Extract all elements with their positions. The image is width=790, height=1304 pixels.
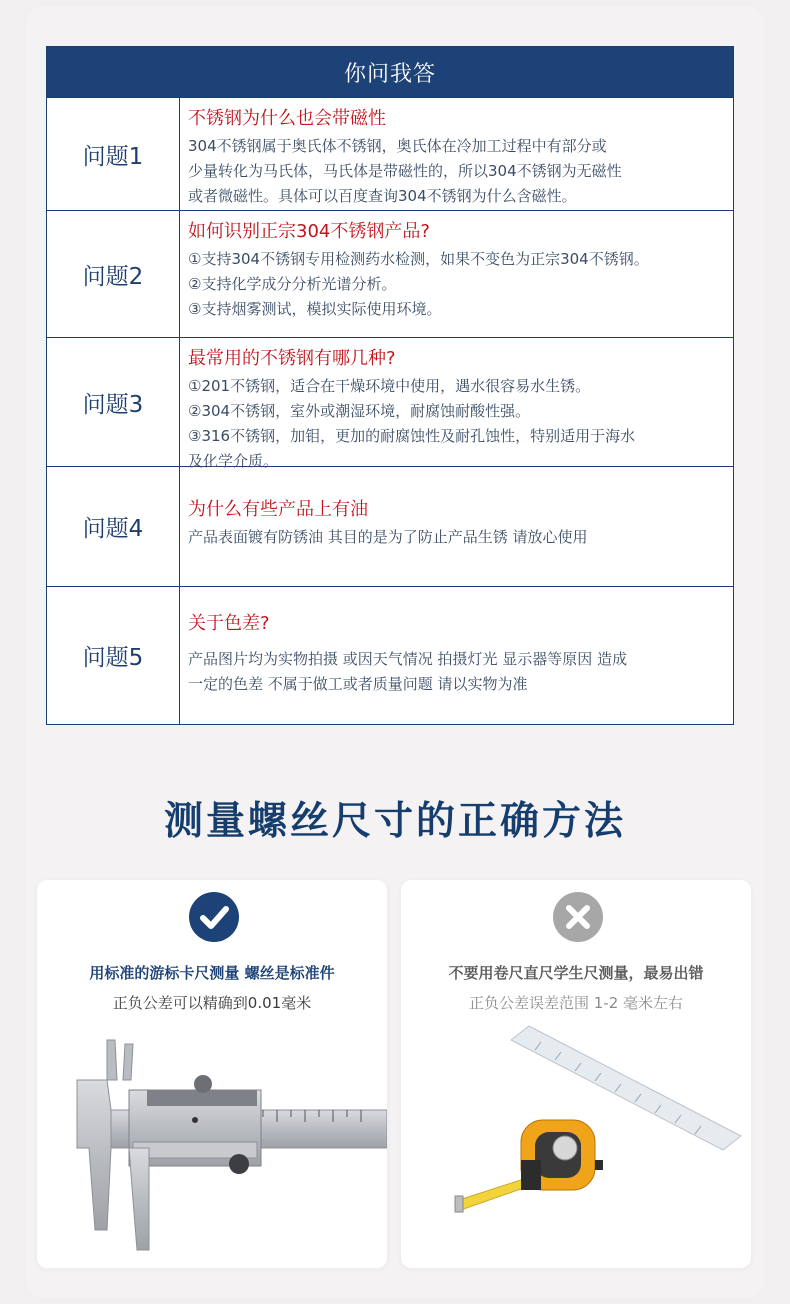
faq-row-3: [47, 337, 733, 470]
question-label: 问题3: [47, 338, 180, 466]
tape-measure-ruler-image: [401, 1020, 751, 1268]
question-label: 问题2: [47, 211, 180, 337]
question-label: 问题4: [47, 467, 180, 586]
answer-line: 一定的色差 不属于做工或者质量问题 请以实物为准: [188, 675, 528, 693]
answer-line: 少量转化为马氏体，马氏体是带磁性的，所以304不锈钢为无磁性: [188, 162, 622, 180]
wrong-method-subtitle: 正负公差误差范围 1-2 毫米左右: [468, 994, 684, 1012]
answer-line: 或者微磁性。具体可以百度查询304不锈钢为什么含磁性。: [188, 187, 577, 205]
faq-row-4: [47, 466, 733, 586]
answer-cell: [180, 587, 733, 724]
answer-line: 304不锈钢属于奥氏体不锈钢，奥氏体在冷加工过程中有部分或: [188, 137, 607, 155]
faq-row-2: [47, 210, 733, 337]
question-title: 如何识别正宗304不锈钢产品?: [188, 221, 430, 242]
answer-cell: [180, 338, 733, 470]
question-title: 为什么有些产品上有油: [188, 499, 368, 520]
question-title: 不锈钢为什么也会带磁性: [188, 108, 386, 129]
answer-line: ①201不锈钢，适合在干燥环境中使用，遇水很容易水生锈。: [188, 377, 591, 395]
measure-heading: 测量螺丝尺寸的正确方法: [163, 799, 626, 844]
faq-header: 你问我答: [47, 47, 733, 97]
correct-method-title: 用标准的游标卡尺测量 螺丝是标准件: [89, 964, 335, 982]
answer-line: ②304不锈钢，室外或潮湿环境，耐腐蚀耐酸性强。: [188, 402, 531, 420]
answer-cell: [180, 98, 733, 210]
answer-line: ①支持304不锈钢专用检测药水检测，如果不变色为正宗304不锈钢。: [188, 250, 649, 268]
answer-line: 及化学介质。: [188, 452, 279, 470]
faq-row-5: [47, 586, 733, 724]
answer-line: ②支持化学成分分析光谱分析。: [188, 275, 397, 293]
correct-method-subtitle: 正负公差可以精确到0.01毫米: [112, 994, 312, 1012]
wrong-method-card: [401, 880, 751, 1268]
answer-line: 产品图片均为实物拍摄 或因天气情况 拍摄灯光 显示器等原因 造成: [188, 650, 628, 668]
vernier-caliper-image: [37, 1020, 387, 1268]
question-label: 问题5: [47, 587, 180, 724]
answer-cell: [180, 211, 733, 337]
answer-cell: [180, 467, 733, 586]
answer-line: ③支持烟雾测试，模拟实际使用环境。: [188, 300, 442, 318]
x-icon: [553, 892, 603, 942]
check-icon: [189, 892, 239, 942]
answer-line: ③316不锈钢，加钼，更加的耐腐蚀性及耐孔蚀性，特别适用于海水: [188, 427, 636, 445]
faq-row-1: [47, 97, 733, 210]
wrong-method-title: 不要用卷尺直尺学生尺测量，最易出错: [448, 964, 704, 982]
question-title: 最常用的不锈钢有哪几种?: [188, 348, 396, 369]
answer-line: 产品表面镀有防锈油 其目的是为了防止产品生锈 请放心使用: [188, 528, 588, 546]
correct-method-card: [37, 880, 387, 1268]
faq-table: [46, 46, 734, 725]
question-label: 问题1: [47, 98, 180, 210]
question-title: 关于色差?: [188, 613, 270, 634]
